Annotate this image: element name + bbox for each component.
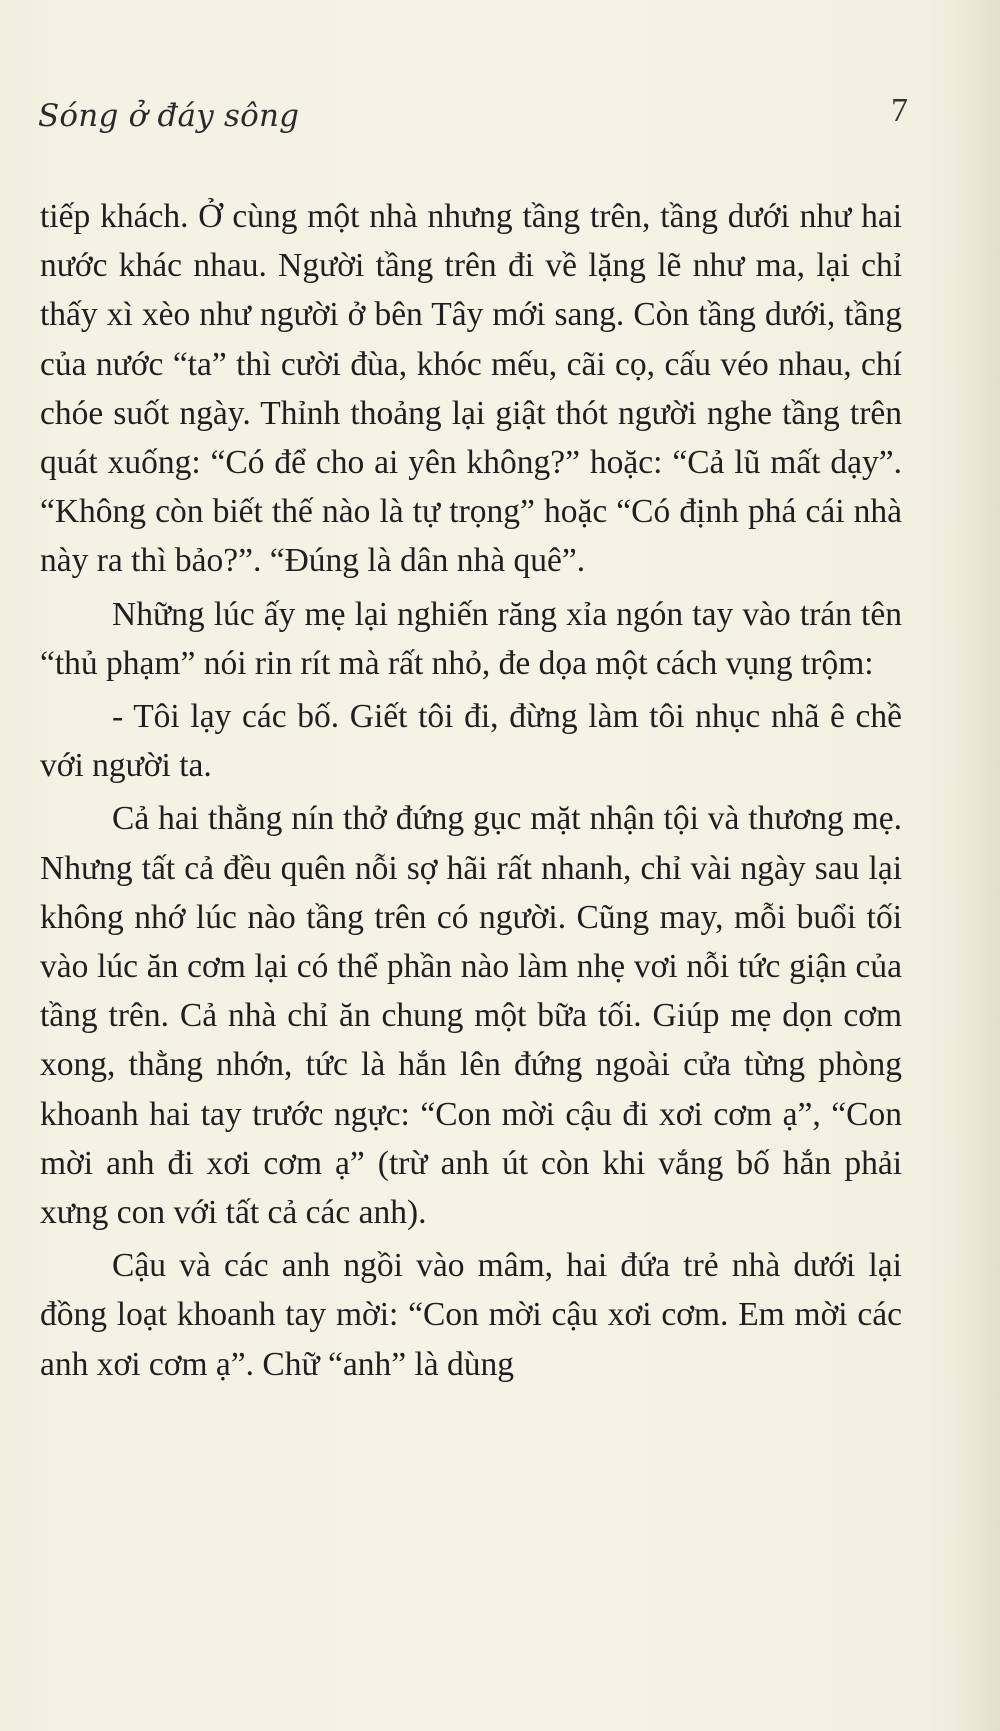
page-number: 7: [891, 92, 908, 129]
paragraph-4: Cả hai thằng nín thở đứng gục mặt nhận tội và thương mẹ. Nhưng tất cả đều quên nỗi sợ hãi rất nhanh, chỉ vài ngày sau lại không nhớ lúc nào tầng trên có người. Cũng may, mỗi buổi tối vào lúc ăn cơm lại có thể phần nào làm nhẹ vơi nỗi tức giận của tầng trên. Cả nhà chỉ ăn chung một bữa tối. Giúp mẹ dọn cơm xong, thằng nhớn, tức là hắn lên đứng ngoài cửa từng phòng khoanh hai tay trước ngực: “Con mời cậu đi xơi cơm ạ”, “Con mời anh đi xơi cơm ạ” (trừ anh út còn khi vắng bố hắn phải xưng con với tất cả các anh).: [40, 800, 902, 1232]
body-text: [40, 192, 902, 1393]
paragraph-3-dialogue: - Tôi lạy các bố. Giết tôi đi, đừng làm tôi nhục nhã ê chề với người ta.: [40, 698, 902, 785]
paragraph-1: tiếp khách. Ở cùng một nhà nhưng tầng trên, tầng dưới như hai nước khác nhau. Người tầng trên đi về lặng lẽ như ma, lại chỉ thấy xì xèo như người ở bên Tây mới sang. Còn tầng dưới, tầng của nước “ta” thì cười đùa, khóc mếu, cãi cọ, cấu véo nhau, chí chóe suốt ngày. Thỉnh thoảng lại giật thót người nghe tầng trên quát xuống: “Có để cho ai yên không?” hoặc: “Cả lũ mất dạy”. “Không còn biết thế nào là tự trọng” hoặc “Có định phá cái nhà này ra thì bảo?”. “Đúng là dân nhà quê”.: [40, 198, 902, 580]
paragraph-2: Những lúc ấy mẹ lại nghiến răng xỉa ngón tay vào trán tên “thủ phạm” nói rin rít mà rất nhỏ, đe dọa một cách vụng trộm:: [40, 595, 902, 682]
page-edge-shadow: [930, 0, 1000, 1731]
page-header: [38, 92, 908, 152]
paragraph-5: Cậu và các anh ngồi vào mâm, hai đứa trẻ nhà dưới lại đồng loạt khoanh tay mời: “Con mời cậu xơi cơm. Em mời các anh xơi cơm ạ”. Chữ “anh” là dùng: [40, 1247, 902, 1383]
running-title: Sóng ở đáy sông: [38, 98, 300, 134]
